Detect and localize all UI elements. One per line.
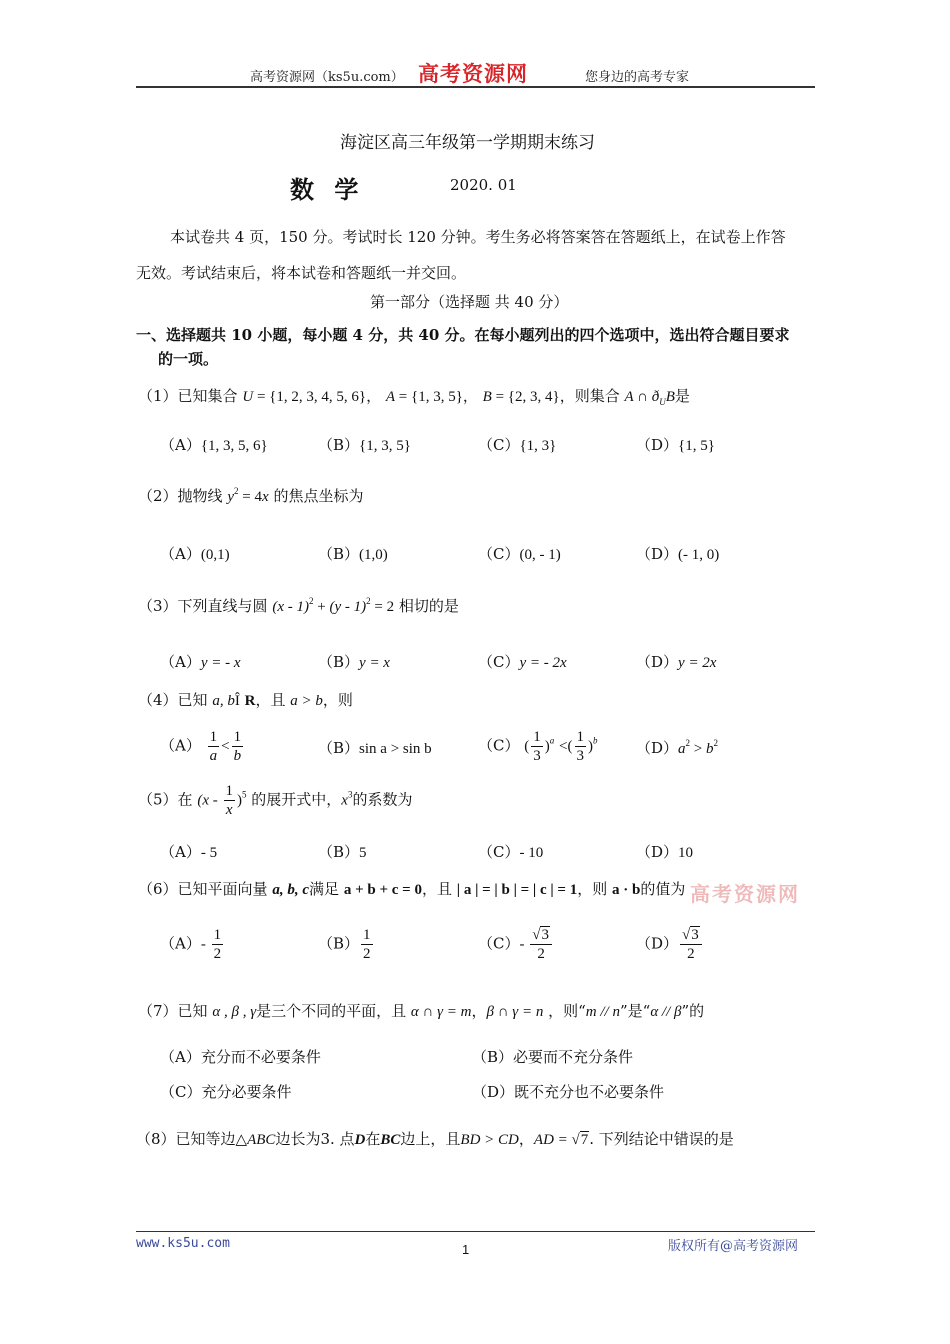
footer-website-link[interactable]: www.ks5u.com bbox=[136, 1236, 230, 1251]
header-left: 高考资源网（ks5u.com） bbox=[250, 70, 404, 85]
q1-option-c: （C）{1, 3} bbox=[478, 436, 557, 454]
exam-title: 海淀区高三年级第一学期期末练习 bbox=[340, 133, 595, 153]
q4-option-d: $(D)a^2 > b^2$ bbox=[636, 738, 718, 757]
footer-copyright: 版权所有@高考资源网 bbox=[668, 1239, 799, 1254]
q5-option-a: （A）- 5 bbox=[160, 843, 218, 861]
q3-option-a: （A）y = - x bbox=[160, 653, 241, 671]
q5-option-d: （D）10 bbox=[636, 843, 694, 861]
q2-option-a: （A）(0,1) bbox=[160, 545, 230, 563]
q2-option-c: （C）(0, - 1) bbox=[478, 545, 561, 563]
intro-line-1: 本试卷共 4 页，150 分。考试时长 120 分钟。考生务必将答案答在答题纸上，在试卷上作答 bbox=[170, 228, 786, 246]
exam-date: 2020. 01 bbox=[450, 176, 517, 194]
q2-option-d: （D）(- 1, 0) bbox=[636, 545, 720, 563]
section-heading-1: 一、选择题共 10 小题，每小题 4 分，共 40 分。在每小题列出的四个选项中，选出符合题目要求 bbox=[136, 326, 790, 344]
intro-line-2: 无效。考试结束后，将本试卷和答题纸一并交回。 bbox=[136, 264, 467, 282]
q7-option-c: （C）充分必要条件 bbox=[160, 1083, 292, 1101]
question-3: （3）下列直线与圆 (x - 1)$^2$ + (y - 1)$^2$ = 2 相切的是 bbox=[138, 596, 459, 615]
q2-option-b: （B）(1,0) bbox=[318, 545, 388, 563]
q6-option-c: （C）- $\frac{√3}{2}$ bbox=[478, 926, 554, 963]
header-rule bbox=[136, 86, 815, 88]
header-right: 您身边的高考专家 bbox=[585, 70, 690, 85]
question-2: （2）抛物线 $y^2 = 4x$ 的焦点坐标为 bbox=[138, 486, 364, 505]
q5-option-c: （C）- 10 bbox=[478, 843, 544, 861]
q1-option-d: （D）{1, 5} bbox=[636, 436, 715, 454]
q6-option-b: （B） $\frac{1}{2}$ bbox=[318, 927, 371, 962]
question-number: （1） bbox=[138, 387, 178, 405]
subject-title: 数 学 bbox=[290, 175, 365, 204]
footer-rule bbox=[136, 1231, 815, 1232]
q4-option-c: （C） ( $\frac{1}{3}$ )$^a$ <( $\frac{1}{3}$ )$^b$ bbox=[478, 729, 598, 764]
header-logo: 高考资源网 bbox=[418, 62, 528, 86]
question-7: （7）已知 α , β , γ是三个不同的平面，且 α ∩ γ = m，β ∩ γ = n ，则“m // n”是“α // β”的 bbox=[138, 1002, 705, 1020]
question-5: （5）在 (x - $\frac{1}{x}$ )$^5$ 的展开式中，$x^3$的系数为 bbox=[138, 783, 413, 818]
q6-option-d: （D） $\frac{√3}{2}$ bbox=[636, 926, 704, 963]
q7-option-d: （D）既不充分也不必要条件 bbox=[472, 1083, 665, 1101]
question-8: （8）已知等边△ABC边长为3. 点D在BC边上，且BD > CD，AD = √7. 下列结论中错误的是 bbox=[136, 1130, 734, 1148]
section-heading-2: 的一项。 bbox=[158, 350, 219, 368]
part-heading: 第一部分（选择题 共 40 分） bbox=[370, 293, 569, 311]
q4-option-a: （A） $\frac{1}{a}$ < $\frac{1}{b}$ bbox=[160, 729, 242, 764]
q7-option-a: （A）充分而不必要条件 bbox=[160, 1048, 321, 1066]
watermark: 高考资源网 bbox=[690, 882, 800, 906]
question-4: （4）已知 a, bÎ R，且 a > b，则 bbox=[138, 691, 353, 709]
page-number: 1 bbox=[462, 1242, 470, 1257]
q6-option-a: （A）- $\frac{1}{2}$ bbox=[160, 927, 222, 962]
q1-option-a: （A）{1, 3, 5, 6} bbox=[160, 436, 268, 454]
question-6: （6）已知平面向量 a, b, c满足 a + b + c = 0，且 | a | = | b | = | c | = 1，则 a · b的值为 bbox=[138, 880, 686, 898]
q4-option-b: （B）sin a > sin b bbox=[318, 739, 432, 757]
q7-option-b: （B）必要而不充分条件 bbox=[472, 1048, 634, 1066]
q3-option-d: （D）y = 2x bbox=[636, 653, 717, 671]
q1-option-b: （B）{1, 3, 5} bbox=[318, 436, 411, 454]
q3-option-c: （C）y = - 2x bbox=[478, 653, 567, 671]
q5-option-b: （B）5 bbox=[318, 843, 367, 861]
question-1: （1）已知集合 U = {1, 2, 3, 4, 5, 6}， A = {1, 3, 5}， B = {2, 3, 4}，则集合 A ∩ $ð_UB$是 bbox=[138, 387, 690, 407]
q3-option-b: （B）y = x bbox=[318, 653, 390, 671]
